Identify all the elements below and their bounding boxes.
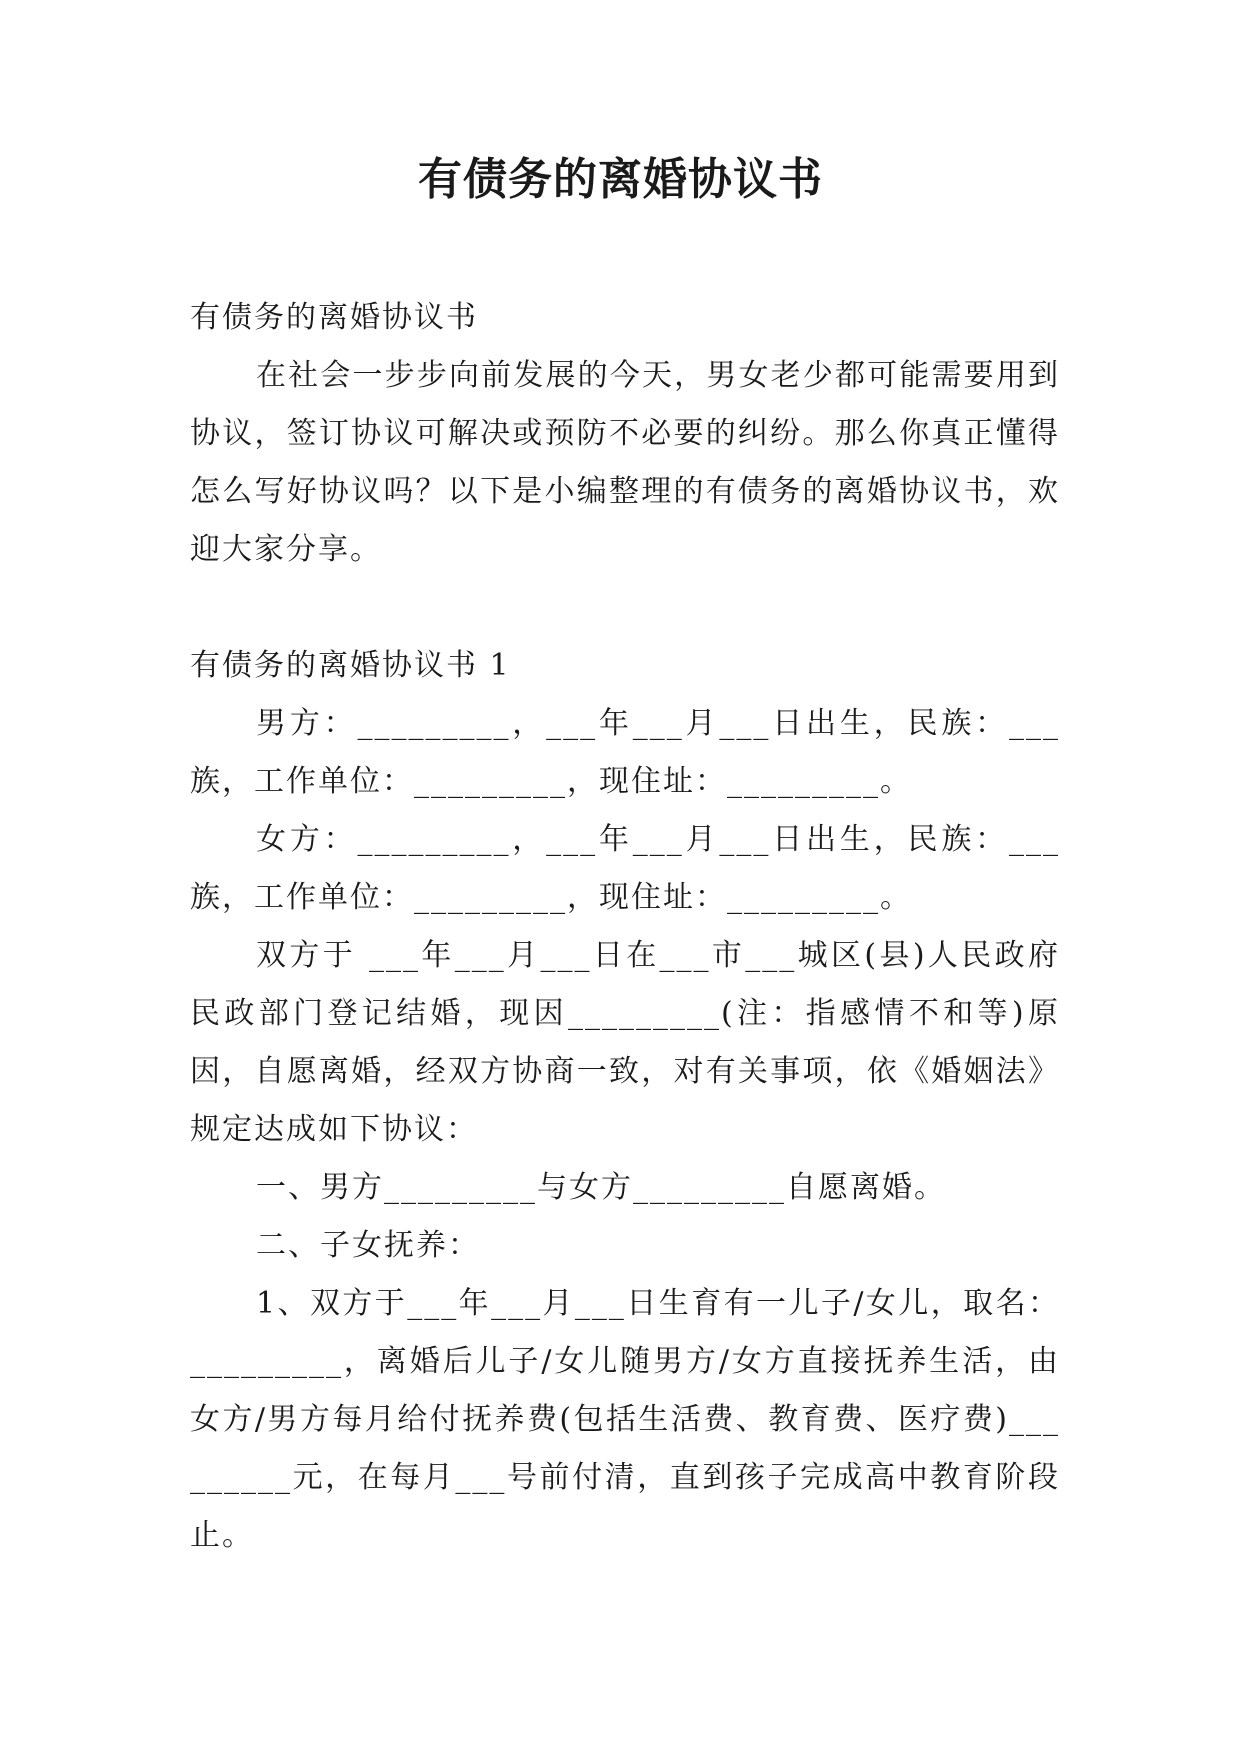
clause-child-support-heading: 二、子女抚养： — [256, 1228, 480, 1263]
marriage-registration-paragraph: 双方于 ___年___月___日在___市___城区(县)人民政府民政部门登记结婚，现因_________(注：指感情不和等)原因，自愿离婚，经双方协商一致，对有关事项，依《婚姻法》规定达成如下协议： — [190, 938, 1060, 1147]
wife-info-paragraph: 女方：_________，___年___月___日出生，民族：___族，工作单位：_________，现住址：_________。 — [190, 822, 1060, 915]
section-heading: 有债务的离婚协议书 1 — [190, 648, 511, 683]
clause-divorce-paragraph: 一、男方_________与女方_________自愿离婚。 — [256, 1170, 946, 1205]
document-subtitle: 有债务的离婚协议书 — [190, 300, 478, 335]
document-body — [190, 289, 1060, 1565]
husband-info-paragraph: 男方：_________，___年___月___日出生，民族：___族，工作单位：_________，现住址：_________。 — [190, 706, 1060, 799]
clause-child-support-item-1: 1、双方于___年___月___日生育有一儿子/女儿，取名：_________，离婚后儿子/女儿随男方/女方直接抚养生活，由女方/男方每月给付抚养费(包括生活费、教育费、医疗费)_________元，在每月___号前付清，直到孩子完成高中教育阶段止。 — [190, 1286, 1060, 1553]
intro-paragraph: 在社会一步步向前发展的今天，男女老少都可能需要用到协议，签订协议可解决或预防不必要的纠纷。那么你真正懂得怎么写好协议吗？以下是小编整理的有债务的离婚协议书，欢迎大家分享。 — [190, 358, 1060, 567]
document-title: 有债务的离婚协议书 — [418, 154, 823, 205]
